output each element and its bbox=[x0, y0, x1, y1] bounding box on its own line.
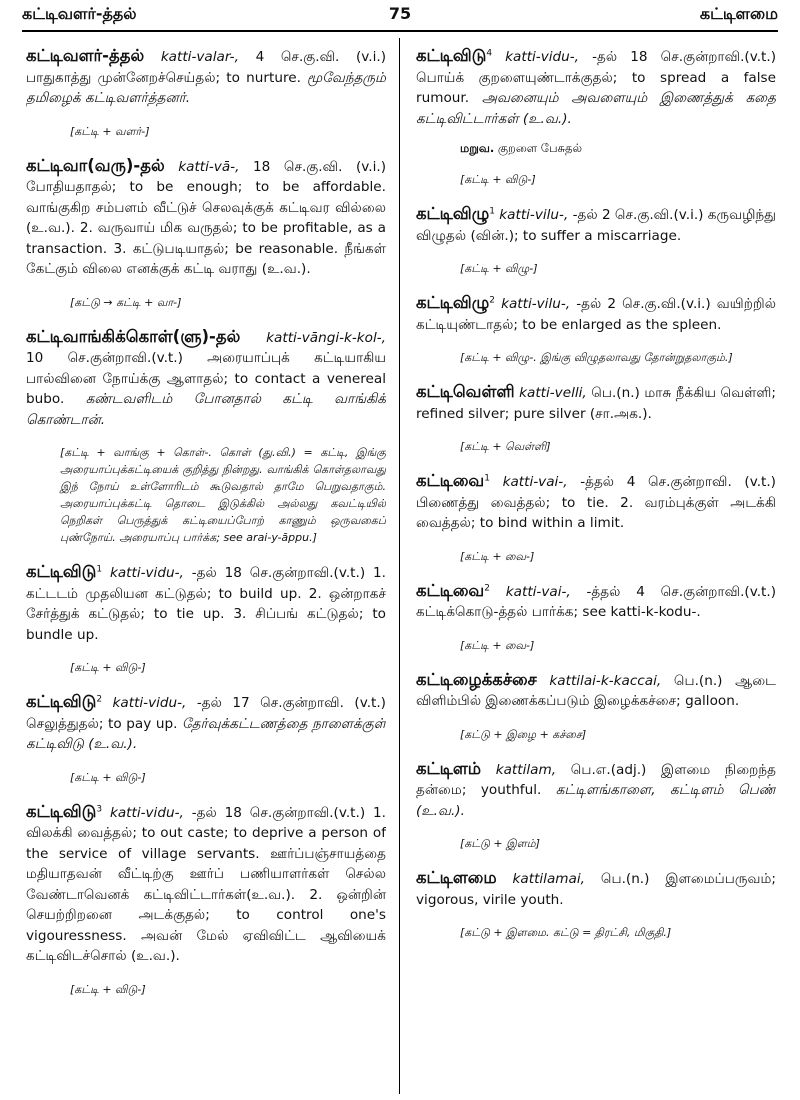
entry-transliteration: katti-vai-, bbox=[505, 583, 571, 600]
entry-body: 18 செ.கு.வி. (v.i.) போதியதாதல்; to be enough; to be affordable. வாங்குகிற சம்பளம் வீட்டுச் செலவுக்குக் கட்டிவர வில்லை (உ.வ.). 2. வருவாய் மிக வருதல்; to be profitable, as a transaction. 3. கட்டுபடியாதல்; be reasonable. நீங்கள் கேட்கும் விலை எனக்குக் கட்டி வராது (உ.வ.). bbox=[26, 158, 386, 277]
dictionary-entry bbox=[26, 156, 386, 311]
entry-etymology: [கட்டி + வெள்ளி] bbox=[460, 440, 551, 453]
dictionary-entry bbox=[26, 802, 386, 998]
entry-example: கண்டவளிடம் போனதால் கட்டி வாங்கிக் கொண்டான். bbox=[26, 391, 386, 428]
entry-transliteration: katti-vā-, bbox=[178, 158, 240, 175]
entry-headword: கட்டிவை bbox=[416, 471, 485, 490]
dictionary-entry bbox=[416, 868, 776, 941]
entry-headword: கட்டிவிடு bbox=[26, 801, 97, 821]
dictionary-entry bbox=[26, 46, 386, 140]
page-header bbox=[22, 4, 778, 30]
homonym-number: 1 bbox=[484, 473, 490, 484]
homonym-number: 3 bbox=[96, 803, 103, 814]
entry-transliteration: kattilai-k-kaccai, bbox=[549, 672, 662, 689]
entry-headword: கட்டிவாங்கிக்கொள்(ளு)-தல் bbox=[26, 326, 241, 346]
entry-body: -தல் 2 செ.கு.வி.(v.i.) வயிற்றில் கட்டியுண்டாதல்; to be enlarged as the spleen. bbox=[416, 296, 776, 333]
synonym-text: குறளை பேசுதல் bbox=[497, 141, 583, 155]
entry-body: 10 செ.குன்றாவி.(v.t.) அரையாப்புக் கட்டியாகிய பால்வினை நோய்க்கு ஆளாதல்; to contact a venereal bubo. bbox=[26, 350, 386, 407]
right-column bbox=[416, 46, 776, 957]
entry-headword: கட்டிளம் bbox=[416, 758, 481, 778]
entry-headword: கட்டிவிடு bbox=[26, 692, 97, 711]
entry-example: அவனையும் அவளையும் இணைத்துக் கதை கட்டிவிட்டார்கள் (உ.வ.). bbox=[416, 90, 776, 127]
entry-headword: கட்டிவிடு bbox=[26, 562, 97, 581]
entry-etymology: [கட்டு → கட்டி + வா-] bbox=[70, 295, 182, 309]
entry-transliteration: katti-vidu-, bbox=[112, 695, 187, 711]
homonym-number: 1 bbox=[96, 564, 103, 575]
dictionary-entry bbox=[416, 471, 776, 565]
entry-body: -த்தல் 4 செ.குன்றாவி.(v.t.) கட்டிக்கொடு-த்தல் பார்க்க; see katti-k-kodu-. bbox=[416, 583, 776, 620]
entry-transliteration: katti-vāngi-k-kol-, bbox=[266, 329, 386, 346]
entry-etymology: [கட்டி + விடு-] bbox=[70, 770, 146, 784]
entry-headword: கட்டிவிடு bbox=[416, 46, 487, 65]
entry-synonym-line bbox=[460, 141, 776, 157]
entry-headword: கட்டிவிழு bbox=[416, 204, 490, 223]
entry-definition bbox=[26, 46, 386, 109]
dictionary-entry bbox=[416, 293, 776, 366]
entry-definition bbox=[26, 156, 386, 280]
entry-definition bbox=[416, 471, 776, 534]
entry-definition bbox=[26, 327, 386, 431]
entry-transliteration: katti-vilu-, bbox=[499, 207, 569, 223]
entry-transliteration: katti-valar-, bbox=[160, 49, 239, 65]
entry-etymology: [கட்டு + இழை + கச்சை] bbox=[460, 727, 587, 741]
entry-example: மூவேந்தரும் தமிழைக் கட்டிவளர்த்தனர். bbox=[26, 69, 386, 106]
entry-transliteration: katti-vilu-, bbox=[501, 296, 571, 312]
entry-body: பெ.(n.) ஆடை விளிம்பில் இணைக்கப்படும் இழைக்கச்சை; galloon. bbox=[416, 672, 776, 709]
entry-transliteration: katti-vidu-, bbox=[109, 565, 184, 581]
entry-body: பெ.(n.) மாசு நீக்கிய வெள்ளி; refined silver; pure silver (சா.அக.). bbox=[416, 385, 776, 422]
dictionary-entry bbox=[26, 562, 386, 676]
entry-definition bbox=[416, 382, 776, 424]
homonym-number: 1 bbox=[489, 206, 495, 217]
entry-headword: கட்டிவளர்-த்தல் bbox=[26, 46, 145, 65]
entry-transliteration: kattilamai, bbox=[512, 871, 585, 887]
entry-body: பெ.(n.) இளமைப்பருவம்; vigorous, virile youth. bbox=[416, 871, 776, 908]
homonym-number: 4 bbox=[486, 48, 493, 59]
entry-etymology: [கட்டி + வாங்கு + கொள்-. கொள் (து.வி.) = கட்டி, இங்கு அரையாப்புக்கட்டியைக் குறித்து நின்றது. வாங்கிக் கொள்தலாவது இந் நோய் உள்ளோரிடம் கூடுவதால் தாமே பெறுவதாகும். அரையாப்புக்கட்டி தொடை இடுக்கில் அல்லது கவட்டியில் நெறிகள் பெருத்துக் கட்டியைப்போற் காணும் ஒருவகைப் புண்நோய். அரையாப்பு பார்க்க; see arai-y-āppu.] bbox=[60, 446, 386, 544]
entry-etymology: [கட்டி + விடு-] bbox=[460, 173, 536, 186]
entry-example: கட்டிளங்காளை, கட்டிளம் பெண் (உ.வ.). bbox=[416, 782, 776, 819]
entry-etymology: [கட்டி + விழு-] bbox=[460, 262, 538, 275]
entry-transliteration: katti-vidu-, bbox=[109, 804, 184, 821]
entry-etymology: [கட்டு + இளம்] bbox=[460, 837, 540, 850]
entry-body: -தல் 18 செ.குன்றாவி.(v.t.) பொய்க் குறளையுண்டாக்குதல்; to spread a false rumour. bbox=[416, 49, 776, 106]
entry-etymology: [கட்டி + விழு-. இங்கு விழுதலாவது தோன்றுதலாகும்.] bbox=[460, 351, 733, 364]
entry-definition bbox=[416, 293, 776, 335]
entry-definition bbox=[416, 670, 776, 712]
left-column bbox=[26, 46, 386, 1014]
entry-example: தேர்வுக்கட்டணத்தை நாளைக்குள் கட்டிவிடு (உ.வ.). bbox=[26, 715, 386, 752]
entry-definition bbox=[26, 562, 386, 645]
dictionary-entry bbox=[416, 382, 776, 455]
header-rule bbox=[22, 30, 778, 32]
entry-definition bbox=[26, 802, 386, 967]
entry-transliteration: kattilam, bbox=[495, 761, 557, 778]
homonym-number: 2 bbox=[96, 694, 103, 705]
entry-etymology: [கட்டி + வை-] bbox=[460, 638, 535, 652]
entry-headword: கட்டிழைக்கச்சை bbox=[416, 669, 537, 689]
homonym-number: 2 bbox=[489, 295, 495, 306]
entry-definition bbox=[416, 868, 776, 910]
entry-transliteration: katti-vidu-, bbox=[505, 49, 580, 65]
dictionary-entry bbox=[26, 327, 386, 547]
entry-definition bbox=[416, 46, 776, 129]
entry-transliteration: katti-vai-, bbox=[502, 474, 568, 490]
dictionary-entry bbox=[26, 692, 386, 786]
dictionary-entry bbox=[416, 204, 776, 277]
entry-definition bbox=[416, 204, 776, 246]
entry-etymology: [கட்டி + வளர்-] bbox=[70, 124, 150, 138]
dictionary-entry bbox=[416, 670, 776, 743]
entry-definition bbox=[416, 759, 776, 822]
entry-transliteration: katti-velli, bbox=[519, 385, 587, 401]
entry-body: -தல் 18 செ.குன்றாவி.(v.t.) 1. விலக்கி வைத்தல்; to out caste; to deprive a person of the service of village servants. ஊர்ப்பஞ்சாயத்தை மதியாதவன் வீட்டிற்கு ஊர்ப் பணியாளர்கள் செல்ல வேண்டாவெனக் கட்டிவிட்டார்கள்(உ.வ.). 2. ஒன்றின் செயற்றிறனை அடக்குதல்; to control one's vigouressness. அவன் மேல் ஏவிவிட்ட ஆவியைக் கட்டிவிடச்சொல் (உ.வ.). bbox=[26, 804, 386, 964]
dictionary-entry bbox=[416, 581, 776, 654]
header-left-guide-word: கட்டிவளர்-த்தல் bbox=[22, 4, 137, 23]
homonym-number: 2 bbox=[484, 582, 490, 593]
column-divider bbox=[399, 38, 400, 1094]
synonym-label: மறுவ. bbox=[460, 141, 495, 155]
entry-etymology: [கட்டு + இளமை. கட்டு = திரட்சி, மிகுதி.] bbox=[460, 926, 672, 939]
entry-definition bbox=[26, 692, 386, 755]
entry-body: -தல் 18 செ.குன்றாவி.(v.t.) 1. கட்டடம் முதலியன கட்டுதல்; to build up. 2. ஒன்றாகச் சேர்த்துக் கட்டுதல்; to tie up. 3. சிப்பங் கட்டுதல்; to bundle up. bbox=[26, 565, 386, 643]
page-number: 75 bbox=[388, 4, 412, 23]
entry-etymology: [கட்டி + வை-] bbox=[460, 549, 535, 563]
entry-body: -தல் 17 செ.குன்றாவி. (v.t.) செலுத்துதல்; to pay up. bbox=[26, 695, 386, 732]
entry-etymology: [கட்டி + விடு-] bbox=[70, 982, 146, 996]
header-right-guide-word: கட்டிளமை bbox=[699, 4, 778, 23]
entry-definition bbox=[416, 581, 776, 623]
entry-headword: கட்டிவெள்ளி bbox=[416, 382, 515, 401]
entry-headword: கட்டிளமை bbox=[416, 868, 497, 887]
entry-body: -தல் 2 செ.கு.வி.(v.i.) கருவழிந்து விழுதல் (வின்.); to suffer a miscarriage. bbox=[416, 207, 776, 244]
entry-body: பெ.எ.(adj.) இளமை நிறைந்த தன்மை; youthful. bbox=[416, 761, 776, 798]
entry-headword: கட்டிவிழு bbox=[416, 293, 490, 312]
entry-etymology: [கட்டி + விடு-] bbox=[70, 661, 146, 674]
dictionary-entry bbox=[416, 759, 776, 853]
entry-headword: கட்டிவை bbox=[416, 580, 485, 600]
entry-headword: கட்டிவா(வரு)-தல் bbox=[26, 155, 165, 175]
entry-body: -த்தல் 4 செ.குன்றாவி. (v.t.) பிணைத்து வைத்தல்; to tie. 2. வரம்புக்குள் அடக்கி வைத்தல்; to bind within a limit. bbox=[416, 474, 776, 531]
entry-body: 4 செ.கு.வி. (v.i.) பாதுகாத்து முன்னேறச்செய்தல்; to nurture. bbox=[26, 49, 386, 86]
dictionary-entry bbox=[416, 46, 776, 188]
